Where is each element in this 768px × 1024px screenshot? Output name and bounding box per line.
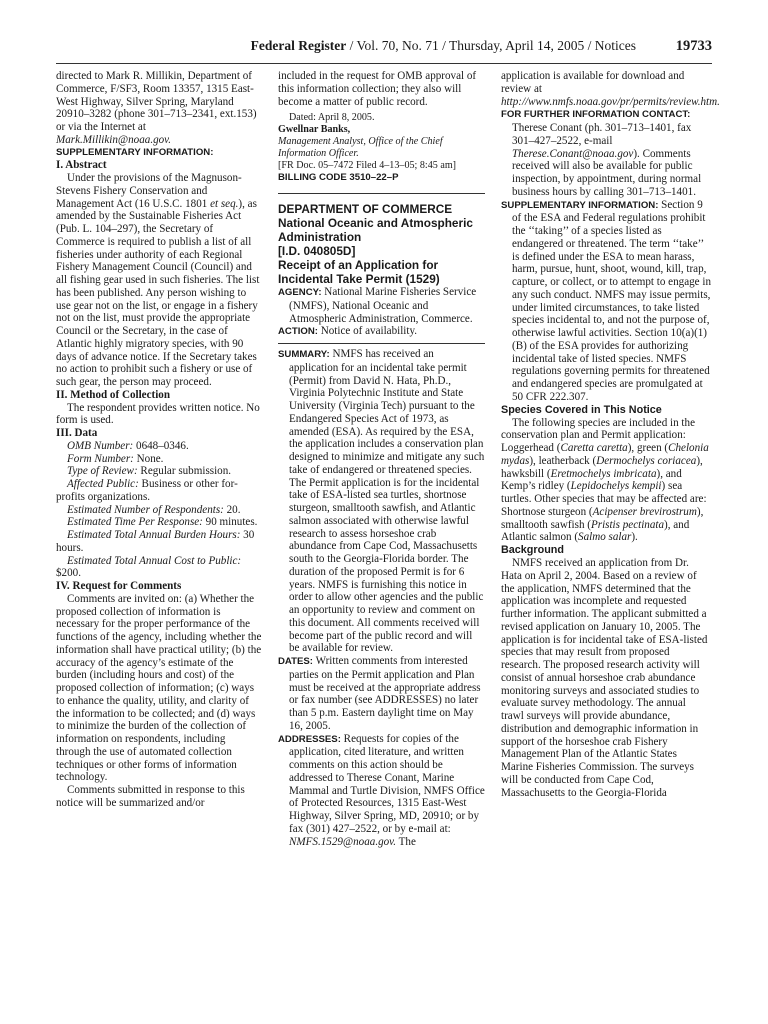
action-label: ACTION: xyxy=(278,326,318,338)
abstract-text-b: ), as amended by the Sustainable Fisheries Act (Pub. L. 104–297), the Secretary of Commerce is required to publish a list of all fisheries under authority of each Regional Fishery Management Council (Council) and all fishing gear used in such fisheries. The list has been published. Any person wishing to use gear not on the list, or engage in a fishery not on the list, must provide the appropriate Council or the Secretary, in the case of Atlantic highly migratory species, with 90 days of advance notice. If the Secretary takes no action to prohibit such a fishery or use of such gear, the person may proceed. xyxy=(56,197,260,388)
form-value: None. xyxy=(133,452,164,465)
contact-email: Mark.Millikin@noaa.gov. xyxy=(56,133,172,146)
summary-label: SUMMARY: xyxy=(278,349,330,360)
species-paragraph xyxy=(501,417,711,545)
addresses-email: NMFS.1529@noaa.gov. xyxy=(289,835,397,848)
review-value: Regular submission. xyxy=(137,465,232,478)
species-text-h: ), and Atlantic salmon ( xyxy=(501,518,690,544)
species-mydas: Chelonia mydas xyxy=(501,442,709,467)
agency-heading: National Oceanic and Atmospheric Administration xyxy=(278,216,473,244)
species-dermochelys: Dermochelys coriacea xyxy=(596,454,697,467)
download-paragraph xyxy=(501,70,720,108)
abstract-text-a: Under the provisions of the Magnuson-Stevens Fishery Conservation and Management Act (16 U.S.C. 1801 xyxy=(56,172,242,210)
download-text: application is available for download and review at xyxy=(501,70,685,95)
omb-value: 0648–0346. xyxy=(133,439,189,452)
further-info-label: FOR FURTHER INFORMATION CONTACT: xyxy=(501,109,691,121)
supplementary-label: SUPPLEMENTARY INFORMATION: xyxy=(56,146,214,158)
summary-text: NMFS has received an application for an incidental take permit (Permit) from David N. Hata, Ph.D., Virginia Polytechnic Institute and State University (Virginia Tech) pursuant to the Endangered Species Act of 1973, as amended (ESA). As required by the ESA, the application includes a conservation plan designed to minimize and mitigate any such take of endangered or threatened species. The Permit application is for the incidental take of ESA-listed sea turtles, shortnose sturgeon, smalltooth sawfish, and Atlantic salmon associated with otherwise lawful research to assess horseshoe crab abundance from Cape Cod, Massachusetts south to the Georgia-Florida border. The duration of the proposed Permit is for 6 years. NMFS is furnishing this notice in order to allow other agencies and the public an opportunity to review and comment on this document. All comments received will become part of the public record and will be available for review. xyxy=(289,348,485,655)
supplementary-text: Section 9 of the ESA and Federal regulations prohibit the ‘‘taking’’ of a species listed as endangered or threatened. The term ‘‘take’’ is defined under the ESA to mean harass, harm, pursue, hunt, shoot, wound, kill, trap, capture, or collect, or to attempt to engage in any such conduct. NMFS may issue permits, under limited circumstances, to take listed species incidental to, and not the purpose of, otherwise lawful activities. Section 10(a)(1)(B) of the ESA provides for authorizing incidental take of listed species. NMFS regulations governing permits for threatened and endangered species are promulgated at 50 CFR 222.307. xyxy=(512,198,711,403)
public-value: Business or other for-profits organizations. xyxy=(56,478,238,503)
omb-label: OMB Number: xyxy=(67,439,134,452)
billing-code: BILLING CODE 3510–22–P xyxy=(278,172,399,184)
agency-text: National Marine Fisheries Service (NMFS), National Oceanic and Atmospheric Administration, Commerce. xyxy=(289,286,477,325)
time-value: 90 minutes. xyxy=(202,516,258,529)
docket-id: [I.D. 040805D] xyxy=(278,244,356,258)
affected-public xyxy=(56,478,262,504)
supplementary-paragraph xyxy=(501,199,711,404)
addresses-paragraph xyxy=(278,733,485,849)
signer-title-text: Management Analyst, Office of the Chief Information Officer. xyxy=(278,136,443,160)
type-of-review xyxy=(56,465,262,478)
abstract-paragraph xyxy=(56,172,262,389)
dates-text: Written comments from interested parties on the Permit application and Plan must be received at the appropriate address or fax number (see ADDRESSES) no later than 5 p.m. Eastern daylight time on May 16, 2005. xyxy=(289,655,481,732)
download-url: http://www.nmfs.noaa.gov/pr/permits/review.htm. xyxy=(501,95,720,108)
time-label: Estimated Time Per Response: xyxy=(67,516,203,529)
species-text-i: ). xyxy=(631,531,638,544)
column-3 xyxy=(501,70,720,799)
species-text-e: ), and Kemp’s ridley ( xyxy=(501,467,682,493)
signer-title xyxy=(278,136,485,160)
review-label: Type of Review: xyxy=(67,465,138,478)
public-label: Affected Public: xyxy=(67,478,139,490)
header-rule xyxy=(56,63,712,64)
dates-paragraph xyxy=(278,655,485,733)
notice-title: Receipt of an Application for Incidental Take Permit (1529) xyxy=(278,258,440,286)
further-info-text-2: ). Comments received will also be available for public inspection, by appointment, during normal business hours by calling 301–713–1401. xyxy=(512,147,702,198)
department-heading: DEPARTMENT OF COMMERCE xyxy=(278,202,453,216)
species-eretmochelys: Eretmochelys imbricata xyxy=(550,467,657,480)
heading-background: Background xyxy=(501,544,564,556)
heading-method: II. Method of Collection xyxy=(56,388,171,401)
header-title: Federal Register xyxy=(250,38,347,53)
section-divider xyxy=(278,193,485,194)
species-text-a: The following species are included in the conservation plan and Permit application: Loggerhead ( xyxy=(501,416,695,454)
addresses-label: ADDRESSES: xyxy=(278,733,341,745)
abstract-et-seq: et seq. xyxy=(210,197,239,210)
species-text-f: ) sea turtles. Other species that may be affected are: Shortnose sturgeon ( xyxy=(501,480,707,518)
summary-divider xyxy=(278,343,485,344)
omb-number xyxy=(56,440,262,453)
cost-label: Estimated Total Annual Cost to Public: xyxy=(67,554,242,567)
species-lepidochelys: Lepidochelys kempii xyxy=(570,480,662,493)
contact-paragraph xyxy=(56,70,262,147)
species-acipenser: Acipenser brevirostrum xyxy=(592,505,697,518)
species-caretta: Caretta caretta xyxy=(560,442,628,454)
annual-cost xyxy=(56,555,262,581)
action-paragraph xyxy=(278,325,485,339)
hours-value: 30 hours. xyxy=(56,529,255,554)
agency-label: AGENCY: xyxy=(278,287,322,298)
respondents-label: Estimated Number of Respondents: xyxy=(67,503,224,516)
signer-name: Gwellnar Banks, xyxy=(278,124,351,136)
action-text: Notice of availability. xyxy=(317,325,418,338)
header-issue: / Vol. 70, No. 71 / Thursday, April 14, 2005 / Notices xyxy=(346,38,636,53)
page-header xyxy=(56,38,712,58)
continued-paragraph: included in the request for OMB approval of this information collection; they also will become a matter of public record. xyxy=(278,70,477,108)
burden-hours xyxy=(56,529,262,555)
column-1 xyxy=(56,70,262,810)
respondents-value: 20. xyxy=(223,503,241,516)
species-text-d: ), hawksbill ( xyxy=(501,454,703,480)
comments-paragraph-2: Comments submitted in response to this notice will be summarized and/or xyxy=(56,784,245,809)
species-pristis: Pristis pectinata xyxy=(590,518,665,531)
dated-line: Dated: April 8, 2005. xyxy=(289,112,375,124)
time-per-response xyxy=(56,516,262,529)
hours-label: Estimated Total Annual Burden Hours: xyxy=(67,529,241,541)
species-text-b: ), green ( xyxy=(627,442,669,454)
heading-abstract: I. Abstract xyxy=(56,159,107,172)
species-salmo: Salmo salar xyxy=(578,531,632,544)
addresses-end: The xyxy=(396,835,416,848)
heading-request-comments: IV. Request for Comments xyxy=(56,580,182,592)
heading-data: III. Data xyxy=(56,427,98,439)
contact-text: directed to Mark R. Millikin, Department of Commerce, F/SF3, Room 13357, 1315 East-West Highway, Silver Spring, Maryland 20910–3282 (phone 301–713–2341, ext.153) or via the Internet at xyxy=(56,70,257,133)
agency-paragraph xyxy=(278,286,485,325)
species-text-c: ), leatherback ( xyxy=(529,454,597,467)
further-info-paragraph xyxy=(501,108,711,198)
fr-doc-line: [FR Doc. 05–7472 Filed 4–13–05; 8:45 am] xyxy=(278,160,457,172)
cost-value: $200. xyxy=(56,567,81,580)
column-2 xyxy=(278,70,485,848)
summary-paragraph xyxy=(278,348,485,655)
further-info-email: Therese.Conant@noaa.gov xyxy=(512,147,634,160)
header-citation xyxy=(251,38,636,54)
supplementary-label: SUPPLEMENTARY INFORMATION: xyxy=(501,199,659,211)
comments-paragraph: Comments are invited on: (a) Whether the proposed collection of information is necessary for the proper performance of the functions of the agency, including whether the information shall have practical utility; (b) the accuracy of the agency’s estimate of the burden (including hours and cost) of the proposed collection of information; (c) ways to enhance the quality, utility, and clarity of the information to be collected; and (d) ways to minimize the burden of the collection of information on respondents, including through the use of automated collection techniques or other forms of information technology. xyxy=(56,592,262,784)
form-number xyxy=(56,453,262,466)
dates-label: DATES: xyxy=(278,656,313,667)
further-info-text: Therese Conant (ph. 301–713–1401, fax 301–427–2522, e-mail xyxy=(512,122,692,147)
form-label: Form Number: xyxy=(67,452,134,465)
heading-species: Species Covered in This Notice xyxy=(501,403,662,416)
species-text-g: ), smalltooth sawfish ( xyxy=(501,505,704,531)
background-paragraph: NMFS received an application from Dr. Hata on April 2, 2004. Based on a review of the application, NMFS determined that the application was incomplete and requested further information. The applicant submitted a revised application on January 10, 2005. The application is for incidental take of ESA-listed species that may result from proposed research. The proposed research activity will consist of annual horseshoe crab abundance monitoring surveys and associated studies to evaluate survey methodology. The annual trawl surveys will provide abundance, distribution and demographic information in support of the horseshoe crab Fishery Management Plan of the Atlantic States Marine Fisheries Commission. The surveys will be conducted from Cape Cod, Massachusetts to the Georgia-Florida xyxy=(501,557,708,799)
addresses-text: Requests for copies of the application, cited literature, and written comments on this action should be addressed to Therese Conant, Marine Mammal and Turtle Division, NMFS Office of Protected Resources, 1315 East-West Highway, Silver Spring, MD, 20910; or by fax (301) 427–2522, or by e-mail at: xyxy=(289,732,485,835)
page-number: 19733 xyxy=(675,38,712,54)
respondents xyxy=(56,504,262,517)
method-paragraph: The respondent provides written notice. No form is used. xyxy=(56,401,260,427)
